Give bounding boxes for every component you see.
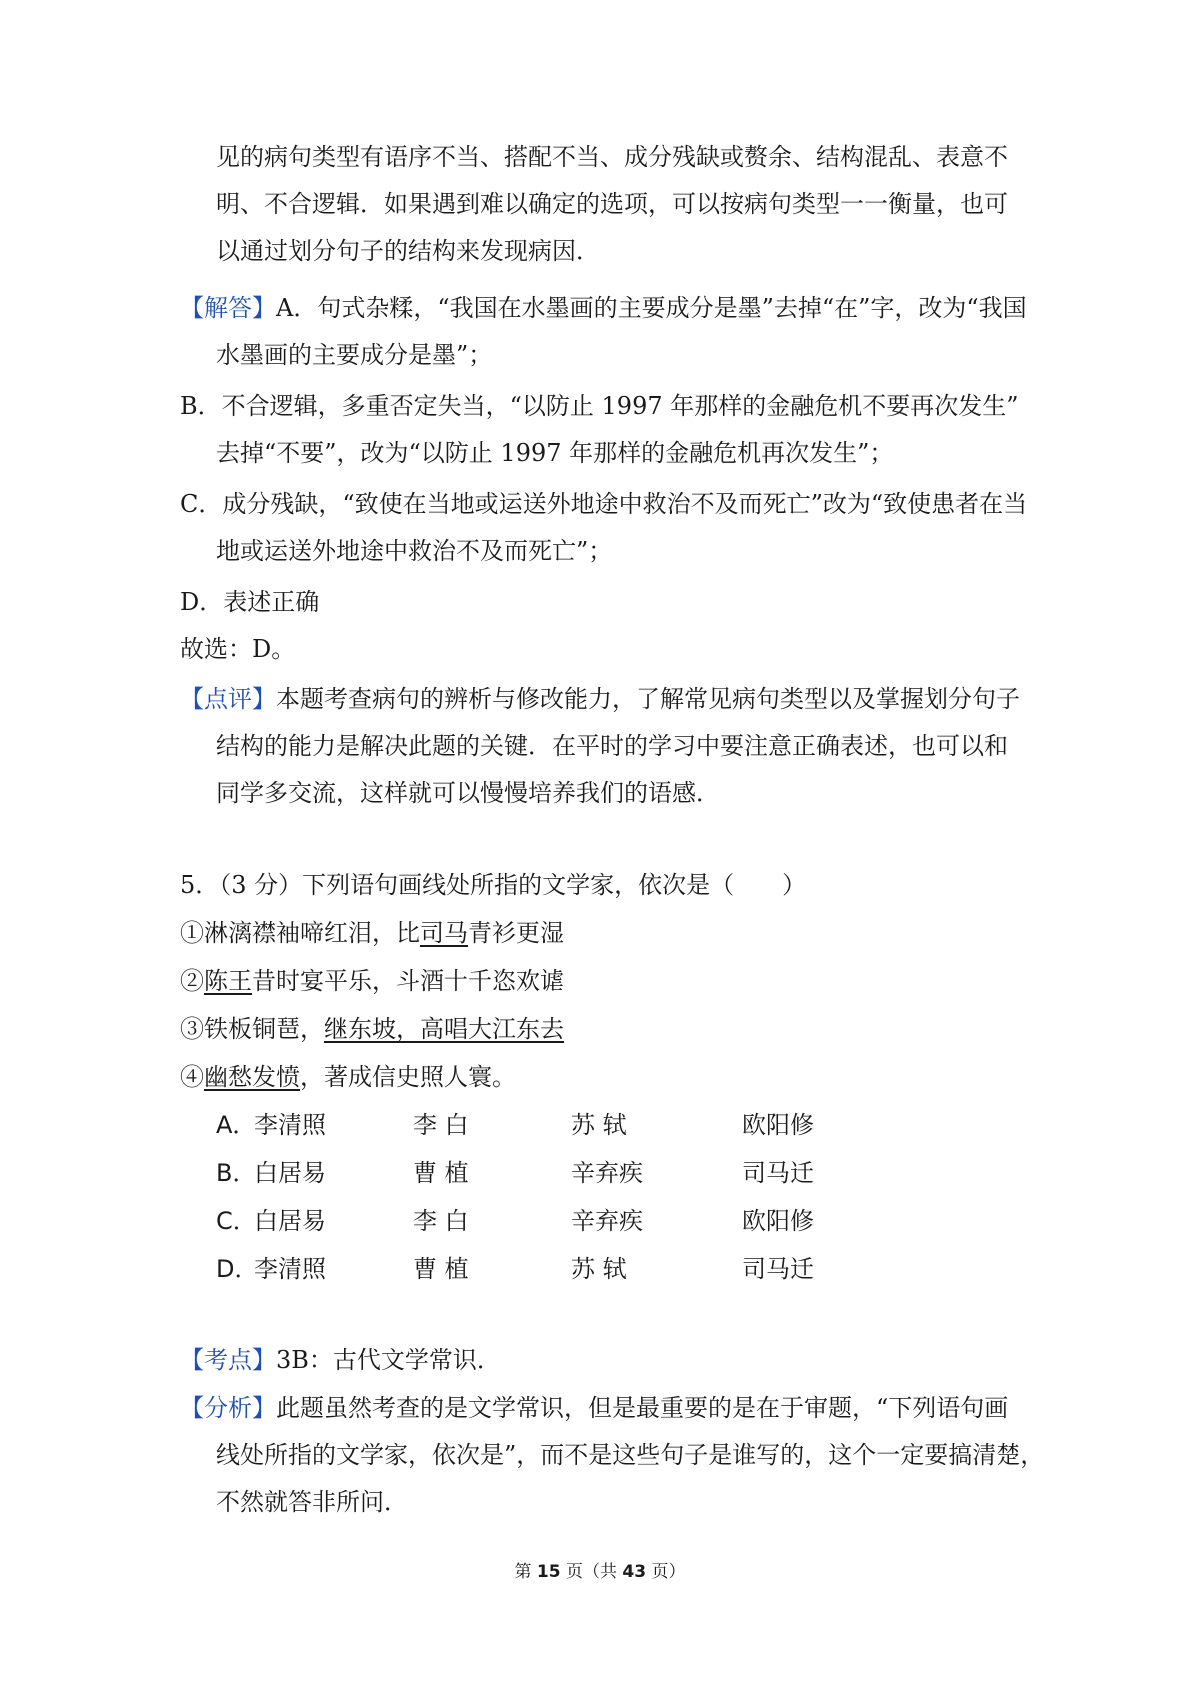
footer-mid: 页（共 bbox=[560, 1562, 623, 1582]
option-d-c1: 李清照 bbox=[254, 1255, 326, 1283]
option-b-label: B． bbox=[216, 1159, 257, 1187]
question-5-sentence-3 bbox=[180, 1012, 564, 1046]
review-text-1: 本题考查病句的辨析与修改能力，了解常见病句类型以及掌握划分句子 bbox=[276, 685, 1020, 713]
option-d-c4: 司马迁 bbox=[742, 1255, 814, 1283]
question-5-stem: 5．（3 分）下列语句画线处所指的文学家，依次是（ ） bbox=[180, 871, 807, 899]
option-b-c1: 白居易 bbox=[254, 1159, 326, 1187]
s2-pre: ② bbox=[180, 967, 204, 995]
option-a-label: A． bbox=[216, 1111, 257, 1139]
answer-a-line-2: 水墨画的主要成分是墨”； bbox=[216, 341, 493, 369]
option-d-c3: 苏 轼 bbox=[571, 1255, 627, 1283]
s4-post: ，著成信史照人寰。 bbox=[300, 1063, 516, 1091]
answer-b-line-1: B．不合逻辑，多重否定失当，“以防止 1997 年那样的金融危机不要再次发生” bbox=[180, 392, 1019, 420]
s2-underlined: 陈王 bbox=[204, 967, 252, 995]
kaodian-line bbox=[180, 1343, 501, 1377]
answer-d-line: D．表述正确 bbox=[180, 588, 320, 616]
answer-choice: 故选：D。 bbox=[180, 635, 296, 663]
analysis-line-1: 见的病句类型有语序不当、搭配不当、成分残缺或赘余、结构混乱、表意不 bbox=[216, 143, 1008, 171]
answer-a-text: A．句式杂糅，“我国在水墨画的主要成分是墨”去掉“在”字，改为“我国 bbox=[276, 294, 1027, 322]
option-a-c1: 李清照 bbox=[254, 1111, 326, 1139]
option-b-c3: 辛弃疾 bbox=[571, 1159, 643, 1187]
s2-post: 昔时宴平乐，斗酒十千恣欢谑 bbox=[252, 967, 564, 995]
kaodian-text: 3B：古代文学常识． bbox=[276, 1346, 501, 1374]
question-5-sentence-2 bbox=[180, 964, 564, 998]
footer-pre: 第 bbox=[514, 1562, 537, 1582]
option-c-label: C． bbox=[216, 1207, 257, 1235]
page-footer bbox=[0, 1560, 1200, 1584]
s1-pre: ①淋漓襟袖啼红泪，比 bbox=[180, 919, 420, 947]
option-c-c4: 欧阳修 bbox=[742, 1207, 814, 1235]
s3-underlined: 继东坡，高唱大江东去 bbox=[324, 1015, 564, 1043]
fenxi-line-2: 线处所指的文学家，依次是”，而不是这些句子是谁写的，这个一定要搞清楚， bbox=[216, 1441, 1045, 1469]
fenxi-text-1: 此题虽然考查的是文学常识，但是最重要的是在于审题，“下列语句画 bbox=[276, 1394, 1009, 1422]
answer-b-line-2: 去掉“不要”，改为“以防止 1997 年那样的金融危机再次发生”； bbox=[216, 439, 894, 467]
review-line-2: 结构的能力是解决此题的关键．在平时的学习中要注意正确表述，也可以和 bbox=[216, 732, 1008, 760]
analysis-line-2: 明、不合逻辑．如果遇到难以确定的选项，可以按病句类型一一衡量，也可 bbox=[216, 190, 1008, 218]
s1-post: 青衫更湿 bbox=[468, 919, 564, 947]
s4-underlined: 幽愁发愤 bbox=[204, 1063, 300, 1091]
option-d-label: D． bbox=[216, 1255, 259, 1283]
option-b-c2: 曹 植 bbox=[413, 1159, 469, 1187]
s4-pre: ④ bbox=[180, 1063, 204, 1091]
review-line-3: 同学多交流，这样就可以慢慢培养我们的语感． bbox=[216, 779, 720, 807]
analysis-line-3: 以通过划分句子的结构来发现病因． bbox=[216, 237, 600, 265]
review-line-1 bbox=[180, 682, 1020, 716]
review-tag: 【点评】 bbox=[180, 685, 276, 713]
fenxi-tag: 【分析】 bbox=[180, 1394, 276, 1422]
option-a-c4: 欧阳修 bbox=[742, 1111, 814, 1139]
answer-c-line-1: C．成分残缺，“致使在当地或运送外地途中救治不及而死亡”改为“致使患者在当 bbox=[180, 490, 1028, 518]
option-c-c1: 白居易 bbox=[254, 1207, 326, 1235]
fenxi-line-1 bbox=[180, 1391, 1008, 1425]
question-5-sentence-1 bbox=[180, 916, 564, 950]
option-b-c4: 司马迁 bbox=[742, 1159, 814, 1187]
fenxi-line-3: 不然就答非所问． bbox=[216, 1488, 408, 1516]
option-d-c2: 曹 植 bbox=[413, 1255, 469, 1283]
footer-post: 页） bbox=[646, 1562, 686, 1582]
option-c-c3: 辛弃疾 bbox=[571, 1207, 643, 1235]
option-c-c2: 李 白 bbox=[413, 1207, 469, 1235]
answer-tag: 【解答】 bbox=[180, 294, 276, 322]
kaodian-tag: 【考点】 bbox=[180, 1346, 276, 1374]
option-a-c2: 李 白 bbox=[413, 1111, 469, 1139]
footer-total-pages: 43 bbox=[622, 1562, 647, 1582]
option-a-c3: 苏 轼 bbox=[571, 1111, 627, 1139]
answer-a-line-1 bbox=[180, 291, 1027, 325]
answer-c-line-2: 地或运送外地途中救治不及而死亡”； bbox=[216, 537, 613, 565]
footer-page-number: 15 bbox=[536, 1562, 561, 1582]
s3-pre: ③铁板铜琶， bbox=[180, 1015, 324, 1043]
question-5-sentence-4 bbox=[180, 1060, 516, 1094]
s1-underlined: 司马 bbox=[420, 919, 468, 947]
